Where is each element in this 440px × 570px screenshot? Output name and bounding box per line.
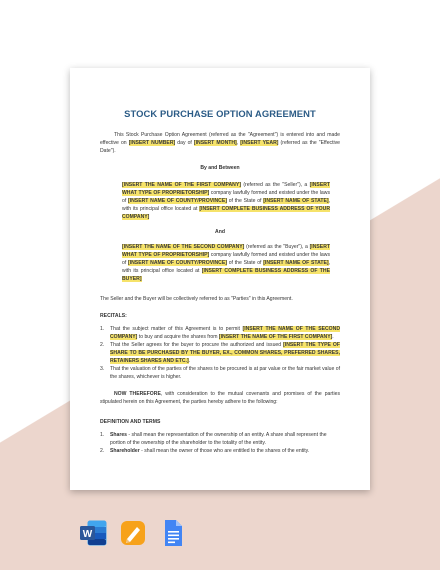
and-heading: And <box>215 229 225 235</box>
definitions-heading: DEFINITION AND TERMS <box>100 419 161 425</box>
recitals-list <box>100 325 340 381</box>
google-docs-icon[interactable] <box>158 518 188 548</box>
pages-icon[interactable] <box>118 518 148 548</box>
placeholder-month: [INSERT MONTH] <box>193 140 237 146</box>
now-therefore-paragraph: NOW THEREFORE, with consideration to the mutual covenants and promises of the parties stipulated herein on this Agreement, the parties hereby adhere to the following: <box>100 391 340 405</box>
list-item: 1. Shares - shall mean the representation of the ownership of an entity. A share shall represent the portion of the ownership of the shareholder to the totality of the entity. <box>100 432 327 446</box>
collective-reference-paragraph: The Seller and the Buyer will be collectively referred to as "Parties" in this Agreement. <box>100 296 293 302</box>
placeholder-year: [INSERT YEAR] <box>240 140 279 146</box>
list-item: 1. That the subject matter of this Agreement is to permit [INSERT THE NAME OF THE SECOND COMPANY] to buy and acquire the shares from [INSERT THE NAME OF THE FIRST COMPANY]. <box>100 326 340 340</box>
by-and-between-heading: By and Between <box>200 165 240 171</box>
document-page <box>70 68 370 490</box>
list-item: 2. That the Seller agrees for the buyer to procure the authorized and issued [INSERT THE TYPE OF SHARE TO BE PURCHASED BY THE BUYER, EX., COMMON SHARES, PREFERRED SHARES, RETAINERS SHARES AND ETC.]. <box>100 342 340 364</box>
party-one-paragraph: [INSERT THE NAME OF THE FIRST COMPANY] (referred as the "Seller"), a [INSERT WHAT TYPE OF PROPRIETORSHIP] company lawfully formed and existed under the laws of [INSERT NAME OF COUNTY/PROVINCE] of the State of [INSERT NAME OF STATE], with its principal office located at [INSERT COMPLETE BUSINESS ADDRESS OF YOUR COMPANY] <box>122 182 331 220</box>
recitals-heading: RECITALS: <box>100 313 127 319</box>
list-item: 3. That the valuation of the parties of the shares to be procured is at par value or the fair market value of the shares, whichever is higher. <box>100 366 340 380</box>
intro-paragraph: This Stock Purchase Option Agreement (referred as the "Agreement") is entered into and made effective on [INSERT NUMBER] day of [INSERT MONTH], [INSERT YEAR] (referred as the "Effective Date"). <box>100 132 341 154</box>
svg-text:W: W <box>82 529 93 540</box>
word-icon[interactable] <box>78 518 108 548</box>
document-title: STOCK PURCHASE OPTION AGREEMENT <box>124 108 316 119</box>
list-item: 2. Shareholder - shall mean the owner of those who are entitled to the shares of the entity. <box>100 448 310 454</box>
placeholder-number: [INSERT NUMBER] <box>128 140 176 146</box>
party-two-paragraph: [INSERT THE NAME OF THE SECOND COMPANY] (referred as the "Buyer"), a [INSERT WHAT TYPE OF PROPRIETORSHIP] company lawfully formed and existed under the laws of [INSERT NAME OF COUNTY/PROVINCE] of the State of [INSERT NAME OF STATE], with its principal office located at [INSERT COMPLETE BUSINESS ADDRESS OF THE BUYER] <box>122 244 331 282</box>
